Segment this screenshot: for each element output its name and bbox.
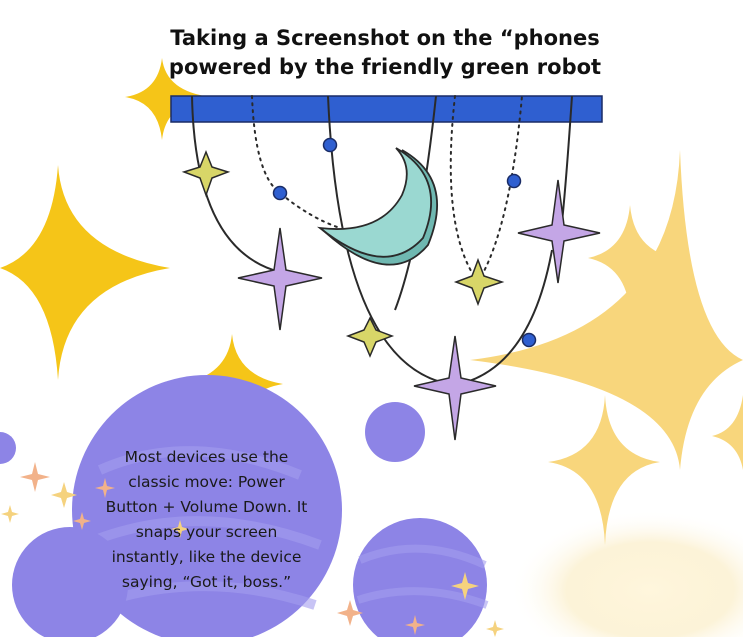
info-line: Button + Volume Down. It	[105, 498, 308, 516]
hanging-bar	[171, 96, 602, 122]
soft-glow	[510, 510, 743, 637]
title-line-2: powered by the friendly green robot	[168, 55, 602, 79]
info-line: instantly, like the device	[111, 548, 302, 566]
moon-icon	[320, 148, 437, 265]
info-line: classic move: Power	[128, 473, 285, 491]
olive-star-icon	[184, 152, 502, 356]
planet	[365, 402, 425, 462]
sparkle-icon	[712, 395, 743, 470]
page-title	[140, 24, 630, 82]
info-text	[84, 445, 329, 595]
info-line: saying, “Got it, boss.”	[121, 573, 292, 591]
title-line-1: Taking a Screenshot on the “phones	[170, 26, 600, 50]
info-line: snaps your screen	[135, 523, 278, 541]
sparkle-icon	[0, 165, 170, 380]
planet	[0, 432, 16, 464]
info-line: Most devices use the	[124, 448, 289, 466]
planet	[353, 518, 487, 637]
